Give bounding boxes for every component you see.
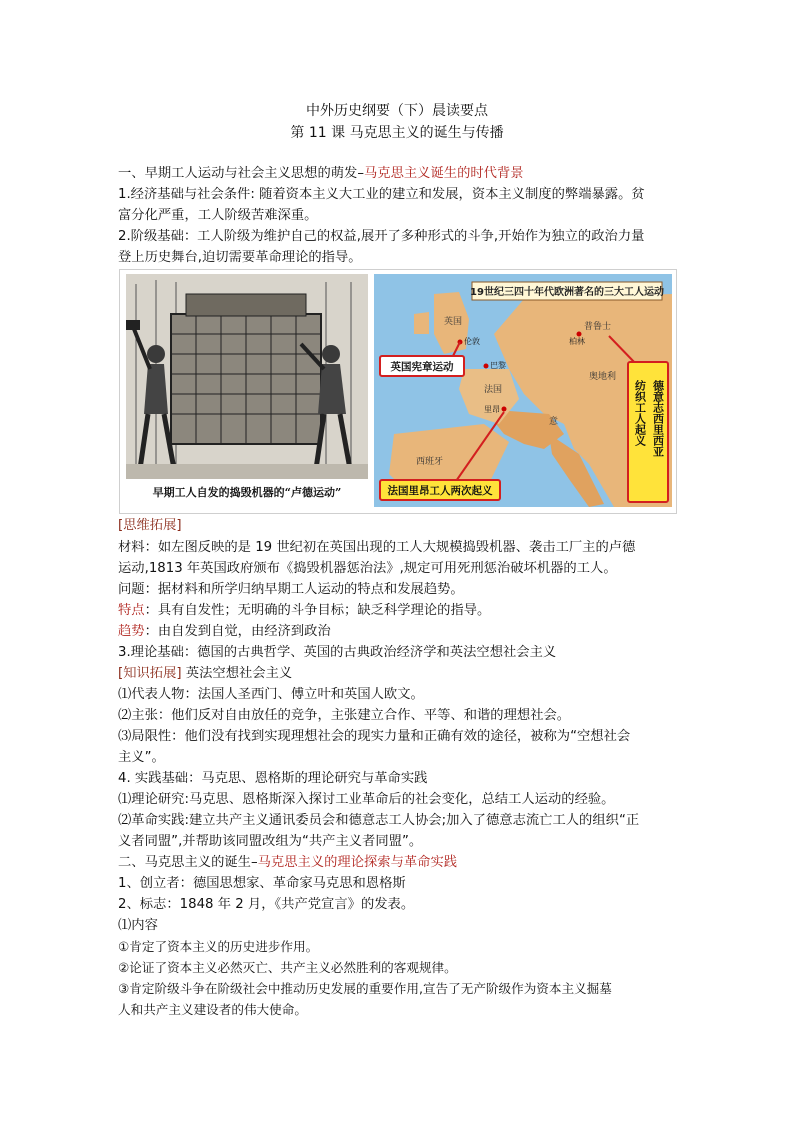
paragraph-line: ①肯定了资本主义的历史进步作用。 (118, 939, 319, 954)
europe-workers-movement-map (374, 274, 672, 507)
callout-silesia-col1: 德意志西里西亚 (651, 380, 665, 457)
paragraph-line: ③肯定阶级斗争在阶级社会中推动历史发展的重要作用,宣告了无产阶级作为资本主义掘墓 (118, 981, 612, 996)
paragraph-line: 运动,1813 年英国政府颁布《捣毁机器惩治法》,规定可用死刑惩治破坏机器的工人。 (118, 561, 617, 576)
section-2-heading: 二、马克思主义的诞生–马克思主义的理论探索与革命实践 (118, 855, 458, 870)
paragraph-line: ⑵革命实践:建立共产主义通讯委员会和德意志工人协会;加入了德意志流亡工人的组织“正 (118, 813, 640, 828)
lesson-title: 第 11 课 马克思主义的诞生与传播 (290, 125, 504, 141)
paragraph-line: 人和共产主义建设者的伟大使命。 (118, 1002, 307, 1017)
label-uk: 英国 (444, 317, 463, 327)
luddite-caption: 早期工人自发的捣毁机器的“卢德运动” (152, 486, 342, 499)
paragraph-line: 富分化严重，工人阶级苦难深重。 (118, 208, 318, 223)
paragraph-line: ⑴代表人物：法国人圣西门、傅立叶和英国人欧文。 (118, 687, 424, 702)
city-london: 伦敦 (464, 337, 480, 346)
paragraph-line: ⑶局限性：他们没有找到实现理想社会的现实力量和正确有效的途径，被称为“空想社会 (118, 729, 631, 744)
city-berlin: 柏林 (569, 337, 585, 346)
paragraph-line: 2.阶级基础：工人阶级为维护自己的权益,展开了多种形式的斗争,开始作为独立的政治力量 (118, 229, 645, 244)
map-title: 19世纪三四十年代欧洲著名的三大工人运动 (470, 287, 664, 298)
city-lyon: 里昂 (484, 405, 500, 414)
paragraph-line: 1、创立者：德国思想家、革命家马克思和恩格斯 (118, 876, 406, 891)
callout-uk-chartism: 英国宪章运动 (390, 361, 454, 373)
paragraph-line: ⑴理论研究:马克思、恩格斯深入探讨工业革命后的社会变化，总结工人运动的经验。 (118, 792, 615, 807)
paragraph-line: 4. 实践基础：马克思、恩格斯的理论研究与革命实践 (118, 771, 428, 786)
paragraph-line: ⑴内容 (118, 918, 158, 933)
paragraph-line: 义者同盟”,并帮助该同盟改组为“共产主义者同盟”。 (118, 834, 423, 849)
figure-luddite-and-map (119, 269, 677, 514)
label-de: 普鲁士 (584, 322, 612, 332)
thinking-extension-label: [思维拓展] (118, 518, 182, 533)
features-line: 特点：具有自发性；无明确的斗争目标；缺乏科学理论的指导。 (118, 603, 491, 618)
paragraph-line: 2、标志：1848 年 2 月，《共产党宣言》的发表。 (118, 897, 415, 912)
callout-lyon-uprisings: 法国里昂工人两次起义 (387, 485, 493, 497)
label-sp: 西班牙 (416, 457, 444, 467)
paragraph-line: 登上历史舞台,迫切需要革命理论的指导。 (118, 250, 362, 265)
paragraph-line: 3.理论基础：德国的古典哲学、英国的古典政治经济学和英法空想社会主义 (118, 645, 557, 660)
luddite-illustration (126, 274, 368, 507)
label-it: 意 (549, 417, 559, 427)
trend-line: 趋势：由自发到自觉，由经济到政治 (118, 624, 331, 639)
paragraph-line: ②论证了资本主义必然灭亡、共产主义必然胜利的客观规律。 (118, 960, 457, 975)
paragraph-line: 材料：如左图反映的是 19 世纪初在英国出现的工人大规模捣毁机器、袭击工厂主的卢德 (118, 540, 636, 555)
paragraph-line: 主义”。 (118, 750, 165, 765)
city-paris: 巴黎 (490, 361, 506, 370)
section-1-heading: 一、早期工人运动与社会主义思想的萌发–马克思主义诞生的时代背景 (118, 166, 524, 181)
document-title: 中外历史纲要（下）晨读要点 (306, 103, 488, 119)
callout-silesia-col2: 纺织工人起义 (633, 380, 647, 446)
label-fr: 法国 (484, 385, 503, 395)
paragraph-line: 问题：据材料和所学归纳早期工人运动的特点和发展趋势。 (118, 582, 464, 597)
label-at: 奥地利 (589, 372, 617, 382)
knowledge-extension-line: [知识拓展] 英法空想社会主义 (118, 666, 293, 681)
paragraph-line: 1.经济基础与社会条件: 随着资本主义大工业的建立和发展，资本主义制度的弊端暴露。贫 (118, 187, 645, 202)
paragraph-line: ⑵主张：他们反对自由放任的竞争，主张建立合作、平等、和谐的理想社会。 (118, 708, 571, 723)
